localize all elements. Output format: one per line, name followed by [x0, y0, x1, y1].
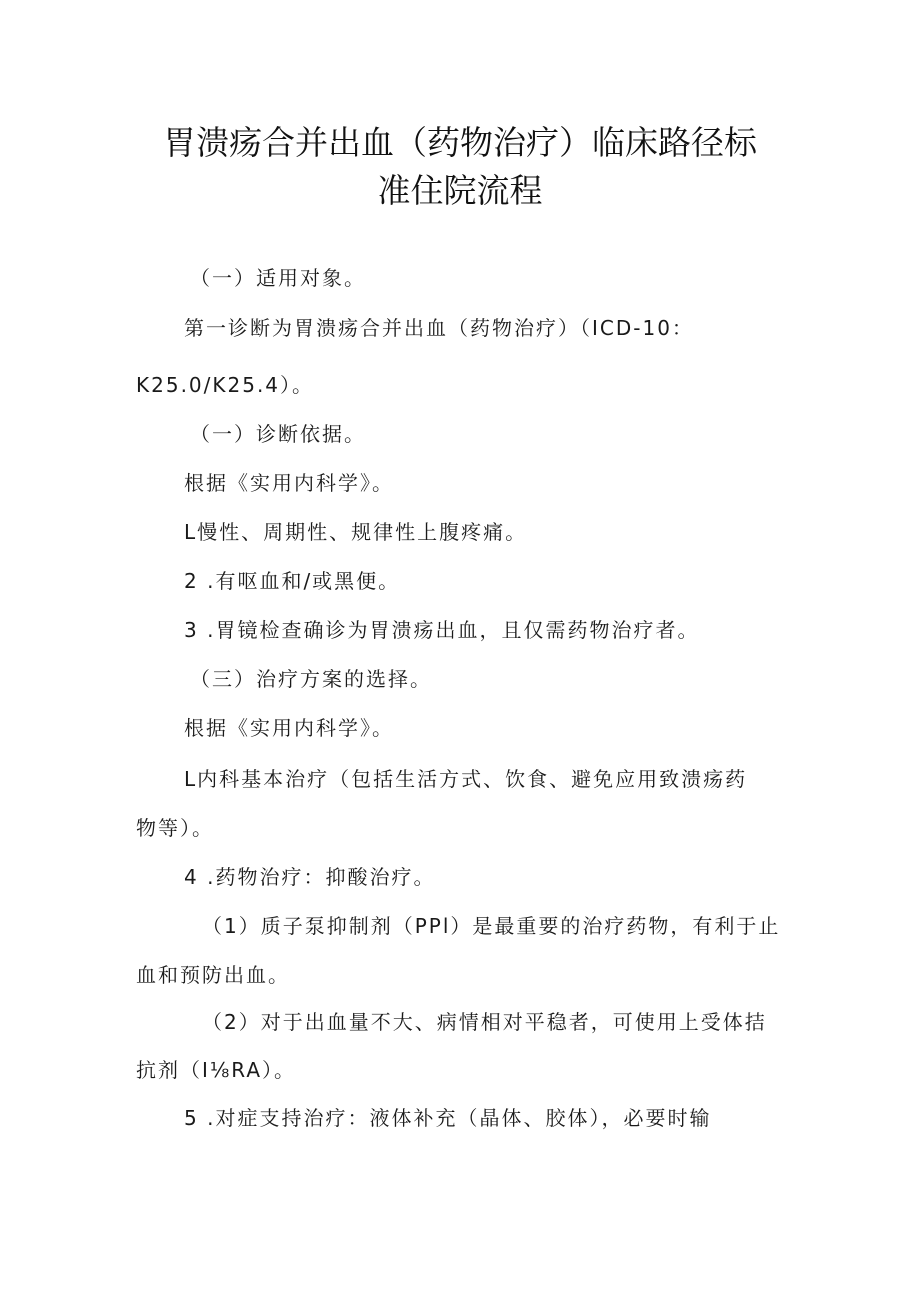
list-item-supportive-therapy: 5 .对症支持治疗：液体补充（晶体、胶体），必要时输	[184, 1106, 712, 1130]
list-item-basic-treatment-cont: 物等）。	[136, 816, 214, 840]
list-item-2: 2 .有呕血和/或黑便。	[184, 569, 401, 593]
list-item-3: 3 .胃镜检查确诊为胃溃疡出血，且仅需药物治疗者。	[184, 618, 700, 642]
paragraph-icd-codes: K25.0/K25.4）。	[136, 373, 315, 397]
section-heading-applicable-subjects: （一）适用对象。	[190, 266, 366, 290]
sub-item-ppi: （1）质子泵抑制剂（PPl）是最重要的治疗药物，有利于止	[202, 914, 781, 938]
paragraph-reference-2: 根据《实用内科学》。	[184, 716, 394, 740]
paragraph-reference-1: 根据《实用内科学》。	[184, 471, 394, 495]
sub-item-h2ra: （2）对于出血量不大、病情相对平稳者，可使用上受体拮	[202, 1010, 767, 1034]
paragraph-first-diagnosis: 第一诊断为胃溃疡合并出血（药物治疗）（ICD-10：	[184, 316, 694, 340]
section-heading-treatment-plan: （三）治疗方案的选择。	[190, 667, 432, 691]
list-item-1: L慢性、周期性、规律性上腹疼痛。	[184, 520, 528, 544]
list-item-drug-therapy: 4 .药物治疗：抑酸治疗。	[184, 865, 436, 889]
sub-item-ppi-cont: 血和预防出血。	[136, 963, 290, 987]
sub-item-h2ra-cont: 抗剂（I⅛RA）。	[136, 1058, 297, 1082]
document-title-line-2: 准住院流程	[377, 171, 543, 210]
document-title-line-1: 胃溃疡合并出血（药物治疗）临床路径标	[163, 123, 757, 162]
list-item-basic-treatment: L内科基本治疗（包括生活方式、饮食、避免应用致溃疡药	[184, 767, 748, 791]
section-heading-diagnostic-basis: （一）诊断依据。	[190, 422, 366, 446]
